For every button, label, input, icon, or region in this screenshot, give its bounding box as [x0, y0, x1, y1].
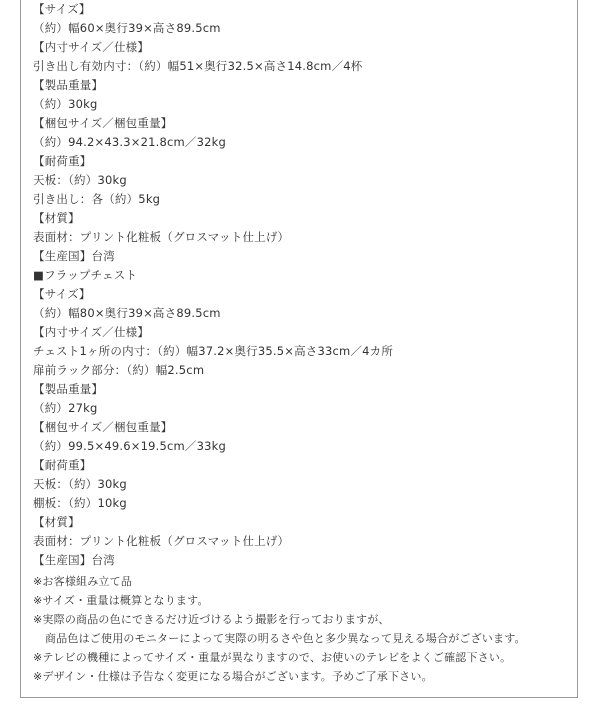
note-line-continued: 商品色はご使用のモニターによって実際の明るさや色と多少異なって見える場合がございます。 — [45, 632, 526, 645]
spec-heading-origin: 【生産国】台湾 — [33, 249, 115, 263]
note-line: ※お客様組み立て品 — [33, 575, 133, 588]
spec-line: 引き出し：各（約）5kg — [33, 192, 161, 206]
spec-heading-material: 【材質】 — [33, 515, 80, 529]
spec-line: （約）27kg — [33, 401, 98, 415]
spec-line: （約）幅60×奥行39×高さ89.5cm — [33, 21, 221, 35]
spec-heading-size: 【サイズ】 — [33, 287, 91, 301]
spec-line: （約）99.5×49.6×19.5cm／33kg — [33, 439, 227, 453]
spec-heading-material: 【材質】 — [33, 211, 80, 225]
spec-line: 天板：（約）30kg — [33, 477, 127, 491]
spec-heading-load: 【耐荷重】 — [33, 154, 92, 168]
note-line: ※実際の商品の色にできるだけ近づけるよう撮影を行っておりますが、 — [33, 613, 390, 626]
spec-line: （約）94.2×43.3×21.8cm／32kg — [33, 135, 227, 149]
spec-line: チェスト1ヶ所の内寸：（約）幅37.2×奥行35.5×高さ33cm／4カ所 — [33, 344, 394, 358]
note-line: ※サイズ・重量は概算となります。 — [33, 594, 209, 607]
spec-line: 天板：（約）30kg — [33, 173, 127, 187]
note-line: ※デザイン・仕様は予告なく変更になる場合がございます。予めご了承下さい。 — [33, 670, 433, 683]
spec-heading-size: 【サイズ】 — [33, 2, 91, 16]
spec-line: （約）30kg — [33, 97, 98, 111]
spec-line: 引き出し有効内寸：（約）幅51×奥行32.5×高さ14.8cm／4杯 — [33, 59, 363, 73]
spec-heading-weight: 【製品重量】 — [33, 78, 104, 92]
spec-heading-inner-size: 【内寸サイズ／仕様】 — [33, 325, 150, 339]
product-section-title: ■フラップチェスト — [33, 268, 138, 282]
spec-line: 扉前ラック部分：（約）幅2.5cm — [33, 363, 205, 377]
notes-list — [33, 572, 526, 686]
spec-line: 表面材：プリント化粧板（グロスマット仕上げ） — [33, 534, 290, 548]
spec-heading-package: 【梱包サイズ／梱包重量】 — [33, 116, 173, 130]
spec-line: 棚板：（約）10kg — [33, 496, 127, 510]
spec-list — [33, 0, 393, 570]
spec-line: 表面材：プリント化粧板（グロスマット仕上げ） — [33, 230, 290, 244]
spec-box — [20, 0, 578, 698]
spec-line: （約）幅80×奥行39×高さ89.5cm — [33, 306, 221, 320]
note-line: ※テレビの機種によってサイズ・重量が異なりますので、お使いのテレビをよくご確認下さい。 — [33, 651, 512, 664]
spec-heading-load: 【耐荷重】 — [33, 458, 92, 472]
spec-heading-package: 【梱包サイズ／梱包重量】 — [33, 420, 173, 434]
spec-heading-origin: 【生産国】台湾 — [33, 553, 115, 567]
spec-heading-inner-size: 【内寸サイズ／仕様】 — [33, 40, 150, 54]
spec-heading-weight: 【製品重量】 — [33, 382, 104, 396]
